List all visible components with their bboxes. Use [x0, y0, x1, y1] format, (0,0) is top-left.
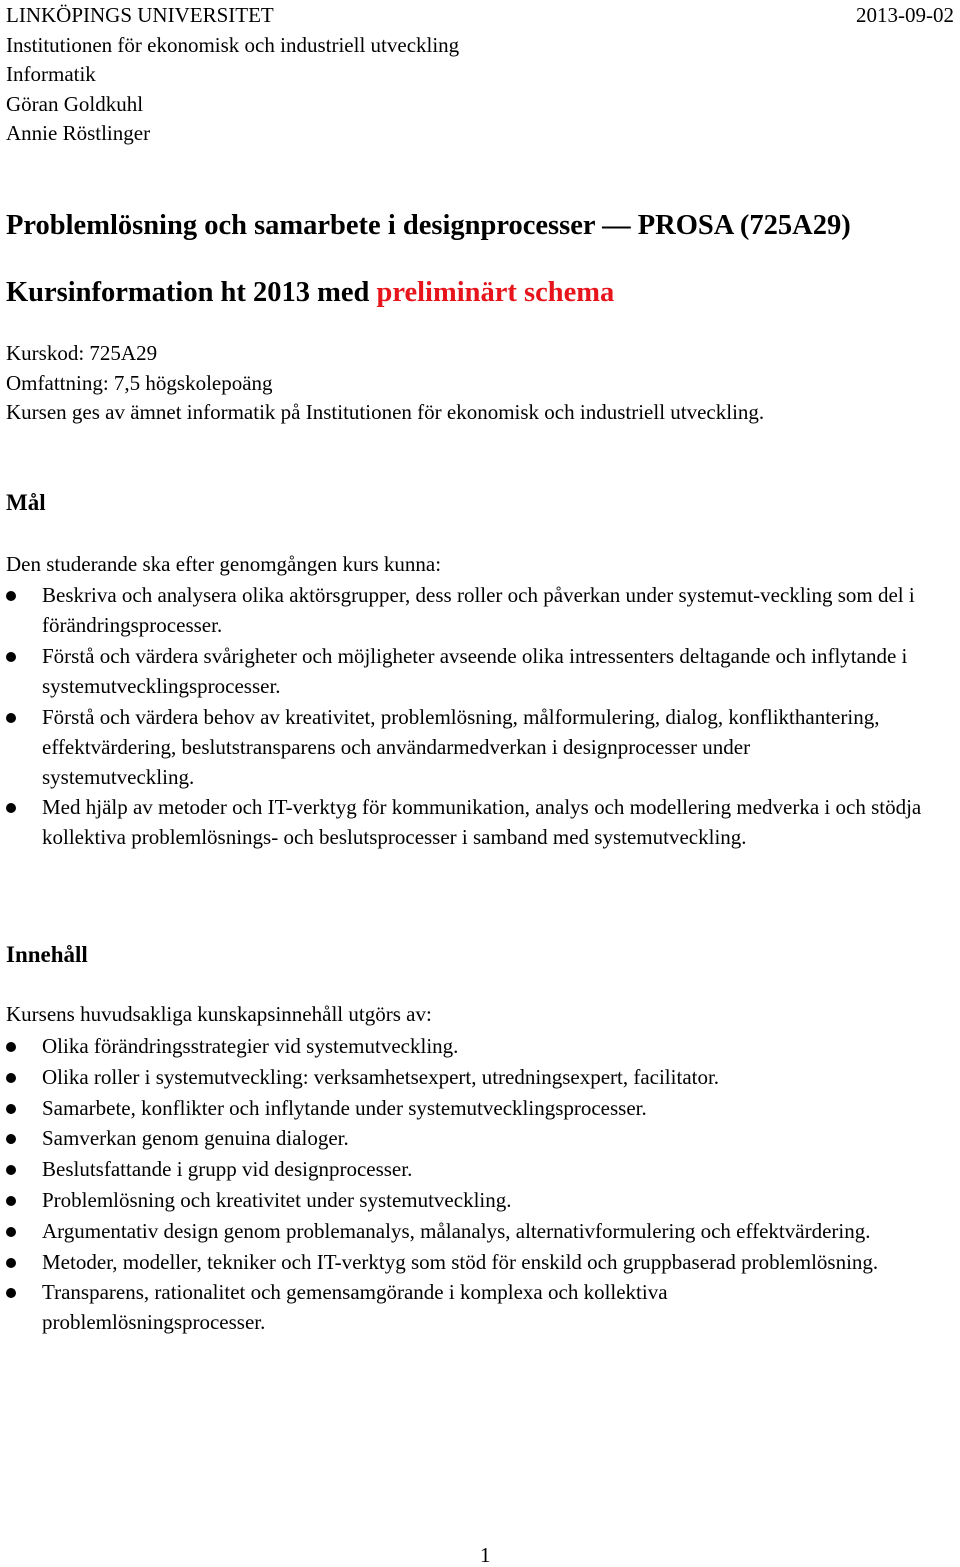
bullet-icon: [6, 1227, 16, 1237]
department-name: Institutionen för ekonomisk och industriell utveckling: [6, 32, 460, 57]
list-item: [0, 1277, 950, 1337]
list-item: [0, 1062, 950, 1092]
bullet-icon: [6, 652, 16, 662]
bullet-icon: [6, 1104, 16, 1114]
list-item-text: Förstå och värdera svårigheter och möjligheter avseende olika intressenters deltagande och inflytande i systemutvecklingsprocesser.: [42, 643, 908, 698]
course-meta: [6, 339, 764, 428]
course-code: Kurskod: 725A29: [6, 341, 158, 365]
course-title: Problemlösning och samarbete i designprocesser — PROSA (725A29): [6, 210, 851, 241]
list-item-text: Argumentativ design genom problemanalys, målanalys, alternativformulering och effektvärdering.: [42, 1218, 871, 1243]
bullet-icon: [6, 1073, 16, 1083]
list-item-text: Olika förändringsstrategier vid systemutveckling.: [42, 1034, 459, 1058]
bullet-icon: [6, 1042, 16, 1052]
subtitle-text: Kursinformation ht 2013 med: [6, 277, 377, 308]
list-item-text: Metoder, modeller, tekniker och IT-verktyg som stöd för enskild och gruppbaserad problemlösning.: [42, 1249, 879, 1274]
subject-name: Informatik: [6, 62, 96, 86]
list-item-text: Beskriva och analysera olika aktörsgrupper, dess roller och påverkan under systemut-veckling som del i förändringsprocesser.: [42, 583, 915, 637]
list-item: [0, 580, 950, 640]
goals-intro: Den studerande ska efter genomgången kurs kunna:: [6, 552, 442, 576]
goals-list: [0, 580, 950, 853]
bullet-icon: [6, 1165, 16, 1175]
list-item: [0, 1185, 950, 1215]
bullet-icon: [6, 591, 16, 601]
document-date: 2013-09-02: [856, 3, 954, 27]
list-item-text: Med hjälp av metoder och IT-verktyg för kommunikation, analys och modellering medverka i och stödja kollektiva problemlösnings- och beslutsprocesser i samband med systemutveckling.: [42, 795, 922, 850]
list-item: [0, 1154, 950, 1184]
list-item-text: Samarbete, konflikter och inflytande under systemutvecklingsprocesser.: [42, 1095, 647, 1120]
author-name: Annie Röstlinger: [6, 121, 151, 145]
list-item-text: Problemlösning och kreativitet under systemutveckling.: [42, 1187, 512, 1212]
list-item: [0, 1093, 950, 1123]
list-item: [0, 1123, 950, 1153]
bullet-icon: [6, 803, 16, 813]
goals-heading: Mål: [6, 490, 46, 515]
university-name: LINKÖPINGS UNIVERSITET: [6, 3, 274, 27]
list-item: [0, 792, 950, 852]
document-header: [6, 1, 459, 149]
author-name: Göran Goldkuhl: [6, 91, 144, 116]
bullet-icon: [6, 713, 16, 723]
course-given-by: Kursen ges av ämnet informatik på Institutionen för ekonomisk och industriell utveckling.: [6, 400, 765, 424]
list-item: [0, 1216, 950, 1246]
course-scope: Omfattning: 7,5 högskolepoäng: [6, 370, 273, 395]
list-item-text: Transparens, rationalitet och gemensamgörande i komplexa och kollektiva problemlösningsprocesser.: [42, 1280, 668, 1335]
content-intro: Kursens huvudsakliga kunskapsinnehåll utgörs av:: [6, 1002, 432, 1026]
bullet-icon: [6, 1258, 16, 1268]
list-item: [0, 1031, 950, 1061]
preliminary-schedule-text: preliminärt schema: [376, 277, 615, 308]
content-heading: Innehåll: [6, 942, 88, 967]
bullet-icon: [6, 1196, 16, 1206]
course-subtitle: [6, 276, 614, 310]
content-list: [0, 1031, 950, 1338]
list-item: [0, 641, 950, 701]
list-item-text: Förstå och värdera behov av kreativitet, problemlösning, målformulering, dialog, konflikthantering, effektvärdering, beslutstransparens och användarmedverkan i designprocesser under systemutveckling.: [42, 704, 880, 789]
bullet-icon: [6, 1288, 16, 1298]
list-item: [0, 702, 950, 792]
list-item: [0, 1247, 950, 1277]
page-number: 1: [480, 1543, 491, 1567]
bullet-icon: [6, 1134, 16, 1144]
list-item-text: Olika roller i systemutveckling: verksamhetsexpert, utredningsexpert, facilitator.: [42, 1064, 720, 1089]
list-item-text: Beslutsfattande i grupp vid designprocesser.: [42, 1157, 413, 1182]
list-item-text: Samverkan genom genuina dialoger.: [42, 1126, 349, 1151]
